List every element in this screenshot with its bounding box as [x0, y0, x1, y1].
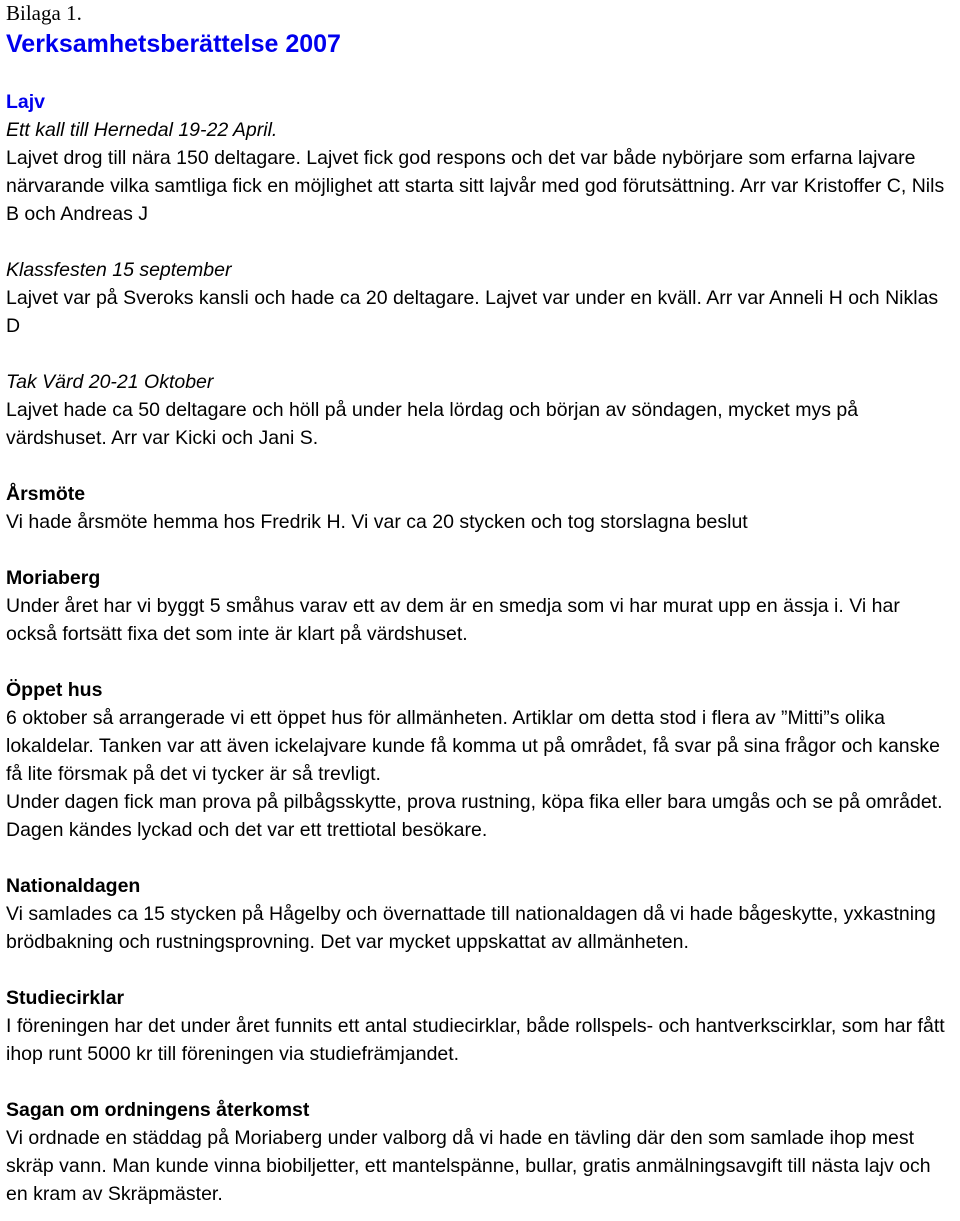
- section-heading: Årsmöte: [6, 483, 86, 505]
- section-text: Under året har vi byggt 5 småhus varav ett av dem är en smedja som vi har murat upp en ässja i. Vi har också fortsätt fixa det som inte är klart på värdshuset.: [6, 595, 900, 645]
- section-studiecirklar: [6, 984, 954, 1068]
- spacer: [6, 844, 954, 872]
- section-takvard: [6, 368, 954, 452]
- section-arsmote: [6, 480, 954, 536]
- section-moriaberg: [6, 564, 954, 648]
- section-lajv: [6, 88, 954, 228]
- section-heading: Moriaberg: [6, 567, 101, 589]
- section-heading: Tak Värd 20-21 Oktober: [6, 371, 214, 393]
- spacer: [6, 956, 954, 984]
- spacer: [6, 60, 954, 88]
- appendix-label: Bilaga 1.: [6, 1, 82, 25]
- section-heading: Nationaldagen: [6, 875, 141, 897]
- section-heading: Klassfesten 15 september: [6, 259, 232, 281]
- section-klassfesten: [6, 256, 954, 340]
- section-nationaldagen: [6, 872, 954, 956]
- spacer: [6, 1068, 954, 1096]
- spacer: [6, 228, 954, 256]
- spacer: [6, 648, 954, 676]
- section-heading: Öppet hus: [6, 679, 103, 701]
- section-text: Lajvet var på Sveroks kansli och hade ca 20 deltagare. Lajvet var under en kväll. Arr var Anneli H och Niklas D: [6, 287, 939, 337]
- spacer: [6, 340, 954, 368]
- spacer: [6, 452, 954, 480]
- section-subheading: Ett kall till Hernedal 19-22 April.: [6, 119, 278, 141]
- section-text: Vi samlades ca 15 stycken på Hågelby och övernattade till nationaldagen då vi hade bågeskytte, yxkastning brödbakning och rustningsprovning. Det var mycket uppskattat av allmänheten.: [6, 903, 936, 953]
- section-text: Under dagen fick man prova på pilbågsskytte, prova rustning, köpa fika eller bara umgås och se på området. Dagen kändes lyckad och det var ett trettiotal besökare.: [6, 791, 943, 841]
- section-text: Vi ordnade en städdag på Moriaberg under valborg då vi hade en tävling där den som samlade ihop mest skräp vann. Man kunde vinna biobiljetter, ett mantelspänne, bullar, gratis anmälningsavgift till nästa lajv och en kram av Skräpmäster.: [6, 1127, 931, 1205]
- section-text: 6 oktober så arrangerade vi ett öppet hus för allmänheten. Artiklar om detta stod i flera av ”Mitti”s olika lokaldelar. Tanken var att även ickelajvare kunde få komma ut på området, få svar på sina frågor och kanske få lite försmak på det vi tycker är så trevligt.: [6, 707, 940, 785]
- section-text: I föreningen har det under året funnits ett antal studiecirklar, både rollspels- och hantverkscirklar, som har fått ihop runt 5000 kr till föreningen via studiefrämjandet.: [6, 1015, 945, 1065]
- section-text: Lajvet drog till nära 150 deltagare. Lajvet fick god respons och det var både nybörjare som erfarna lajvare närvarande vilka samtliga fick en möjlighet att starta sitt lajvår med god förutsättning. Arr var Kristoffer C, Nils B och Andreas J: [6, 147, 945, 225]
- section-text: Vi hade årsmöte hemma hos Fredrik H. Vi var ca 20 stycken och tog storslagna beslut: [6, 511, 748, 533]
- section-heading: Studiecirklar: [6, 987, 125, 1009]
- section-sagan: [6, 1096, 954, 1208]
- spacer: [6, 536, 954, 564]
- section-heading: Lajv: [6, 91, 46, 113]
- section-oppet-hus: [6, 676, 954, 844]
- document-title: Verksamhetsberättelse 2007: [6, 30, 341, 58]
- section-text: Lajvet hade ca 50 deltagare och höll på under hela lördag och början av söndagen, mycket mys på värdshuset. Arr var Kicki och Jani S.: [6, 399, 859, 449]
- section-heading: Sagan om ordningens återkomst: [6, 1099, 310, 1121]
